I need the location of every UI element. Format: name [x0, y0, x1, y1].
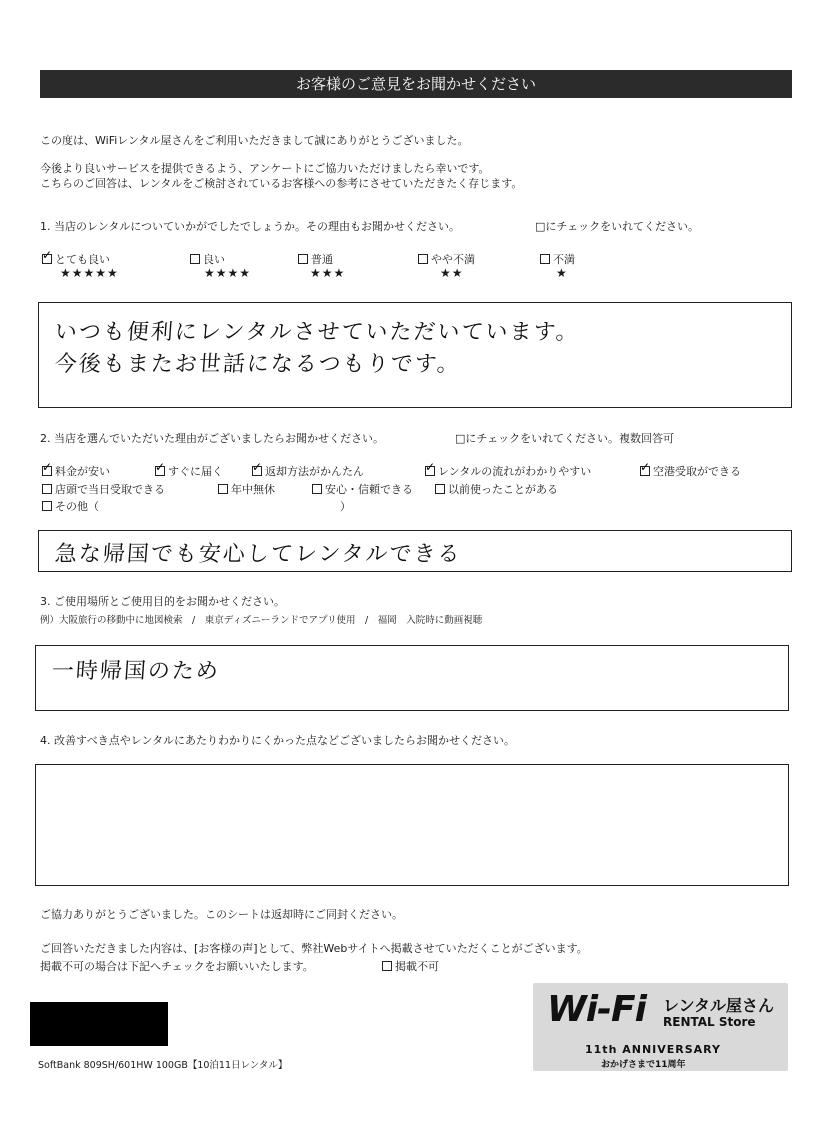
option-label: すぐに届く [168, 465, 223, 478]
stars-4: ★★★★ [204, 266, 252, 280]
footer-publish-2: 掲載不可の場合は下記へチェックをお願いいたします。 [40, 960, 314, 973]
q2-option-used-before[interactable] [435, 481, 558, 497]
logo-en-text: RENTAL Store [663, 1015, 756, 1029]
q2-option-cheap[interactable] [42, 463, 110, 479]
survey-title: お客様のご意見をお聞かせください [40, 70, 792, 98]
option-label: 返却方法がかんたん [265, 465, 364, 478]
option-label: 不満 [553, 253, 575, 266]
q3-answer: 一時帰国のため [50, 659, 221, 684]
q2-option-other[interactable] [42, 498, 99, 514]
checkbox-icon[interactable] [312, 484, 322, 494]
q2-answer: 急な帰国でも安心してレンタルできる [53, 542, 463, 567]
checkbox-icon[interactable] [42, 484, 52, 494]
logo-jp-text: レンタル屋さん [663, 996, 774, 1015]
checkbox-icon[interactable] [382, 961, 392, 971]
option-label: 良い [203, 253, 225, 266]
q2-option-airport-pickup[interactable] [640, 463, 741, 479]
option-label: 以前使ったことがある [448, 483, 558, 496]
company-logo [533, 983, 788, 1071]
checkbox-checked-icon[interactable] [252, 466, 262, 476]
q1-option-dissatisfied[interactable] [540, 251, 575, 267]
intro-line-3: こちらのご回答は、レンタルをご検討されているお客様への参考にさせていただきたく存じます。 [40, 177, 523, 190]
checkbox-icon[interactable] [540, 254, 550, 264]
q2-option-fast-delivery[interactable] [155, 463, 223, 479]
option-label: 店頭で当日受取できる [55, 483, 165, 496]
option-label: 安心・信頼できる [325, 483, 413, 496]
q4-question: 4. 改善すべき点やレンタルにあたりわかりにくかった点などございましたらお聞かせください。 [40, 734, 516, 747]
q1-option-very-good[interactable] [42, 251, 110, 267]
option-label: 料金が安い [55, 465, 110, 478]
product-info: SoftBank 809SH/601HW 100GB【10泊11日レンタル】 [38, 1060, 288, 1071]
logo-sub-text: おかげさまで11周年 [601, 1060, 686, 1070]
option-label: 掲載不可 [395, 960, 439, 973]
q3-question: 3. ご使用場所とご使用目的をお聞かせください。 [40, 595, 285, 608]
option-label: やや不満 [431, 253, 475, 266]
q2-question: 2. 当店を選んでいただいた理由がございましたらお聞かせください。 [40, 432, 384, 445]
checkbox-icon[interactable] [218, 484, 228, 494]
q1-option-somewhat-dissatisfied[interactable] [418, 251, 475, 267]
q2-hint: □にチェックをいれてください。複数回答可 [455, 432, 675, 445]
logo-wifi-text: Wi-Fi [547, 989, 646, 1030]
q2-option-open-every-day[interactable] [218, 481, 275, 497]
q2-option-clear-flow[interactable] [425, 463, 591, 479]
option-label: 年中無休 [231, 483, 275, 496]
stars-5: ★★★★★ [60, 266, 119, 280]
q1-option-normal[interactable] [298, 251, 333, 267]
checkbox-icon[interactable] [190, 254, 200, 264]
footer-thanks: ご協力ありがとうございました。このシートは返却時にご同封ください。 [40, 908, 403, 921]
checkbox-icon[interactable] [42, 501, 52, 511]
q1-answer-line-2: 今後もまたお世話になるつもりです。 [53, 352, 462, 377]
logo-anniversary-text: 11th ANNIVERSARY [585, 1043, 722, 1056]
stars-1: ★ [556, 266, 568, 280]
option-label: 空港受取ができる [653, 465, 741, 478]
checkbox-checked-icon[interactable] [42, 466, 52, 476]
checkbox-checked-icon[interactable] [42, 254, 52, 264]
footer-publish-1: ご回答いただきました内容は、[お客様の声]として、弊社Webサイトへ掲載させていただくことがございます。 [40, 942, 588, 955]
redacted-block [30, 1002, 168, 1046]
q1-answer-line-1: いつも便利にレンタルさせていただいています。 [53, 320, 581, 345]
q3-answer-box[interactable] [35, 645, 789, 711]
option-label: レンタルの流れがわかりやすい [438, 465, 592, 478]
checkbox-icon[interactable] [418, 254, 428, 264]
q2-answer-box[interactable] [38, 530, 792, 572]
q2-option-trustworthy[interactable] [312, 481, 413, 497]
intro-line-2: 今後より良いサービスを提供できるよう、アンケートにご協力いただけましたら幸いです。 [40, 162, 490, 175]
option-label: その他（ [55, 500, 99, 513]
intro-line-1: この度は、WiFiレンタル屋さんをご利用いただきまして誠にありがとうございました。 [40, 134, 469, 147]
q2-other-close: ） [340, 500, 351, 513]
q4-answer-box[interactable] [35, 764, 789, 886]
checkbox-checked-icon[interactable] [640, 466, 650, 476]
q1-question: 1. 当店のレンタルについていかがでしたでしょうか。その理由もお聞かせください。 [40, 220, 461, 233]
checkbox-checked-icon[interactable] [155, 466, 165, 476]
option-label: 普通 [311, 253, 333, 266]
q1-option-good[interactable] [190, 251, 225, 267]
checkbox-icon[interactable] [435, 484, 445, 494]
q3-example: 例）大阪旅行の移動中に地図検索 / 東京ディズニーランドでアプリ使用 / 福岡 入院時に動画視聴 [40, 615, 483, 626]
q1-hint: □にチェックをいれてください。 [535, 220, 700, 233]
stars-3: ★★★ [310, 266, 346, 280]
q2-option-store-pickup[interactable] [42, 481, 165, 497]
checkbox-icon[interactable] [298, 254, 308, 264]
option-label: とても良い [55, 253, 110, 266]
q2-option-easy-return[interactable] [252, 463, 364, 479]
stars-2: ★★ [440, 266, 464, 280]
checkbox-checked-icon[interactable] [425, 466, 435, 476]
q1-answer-box[interactable] [38, 302, 792, 408]
no-publish-option[interactable] [382, 958, 439, 974]
